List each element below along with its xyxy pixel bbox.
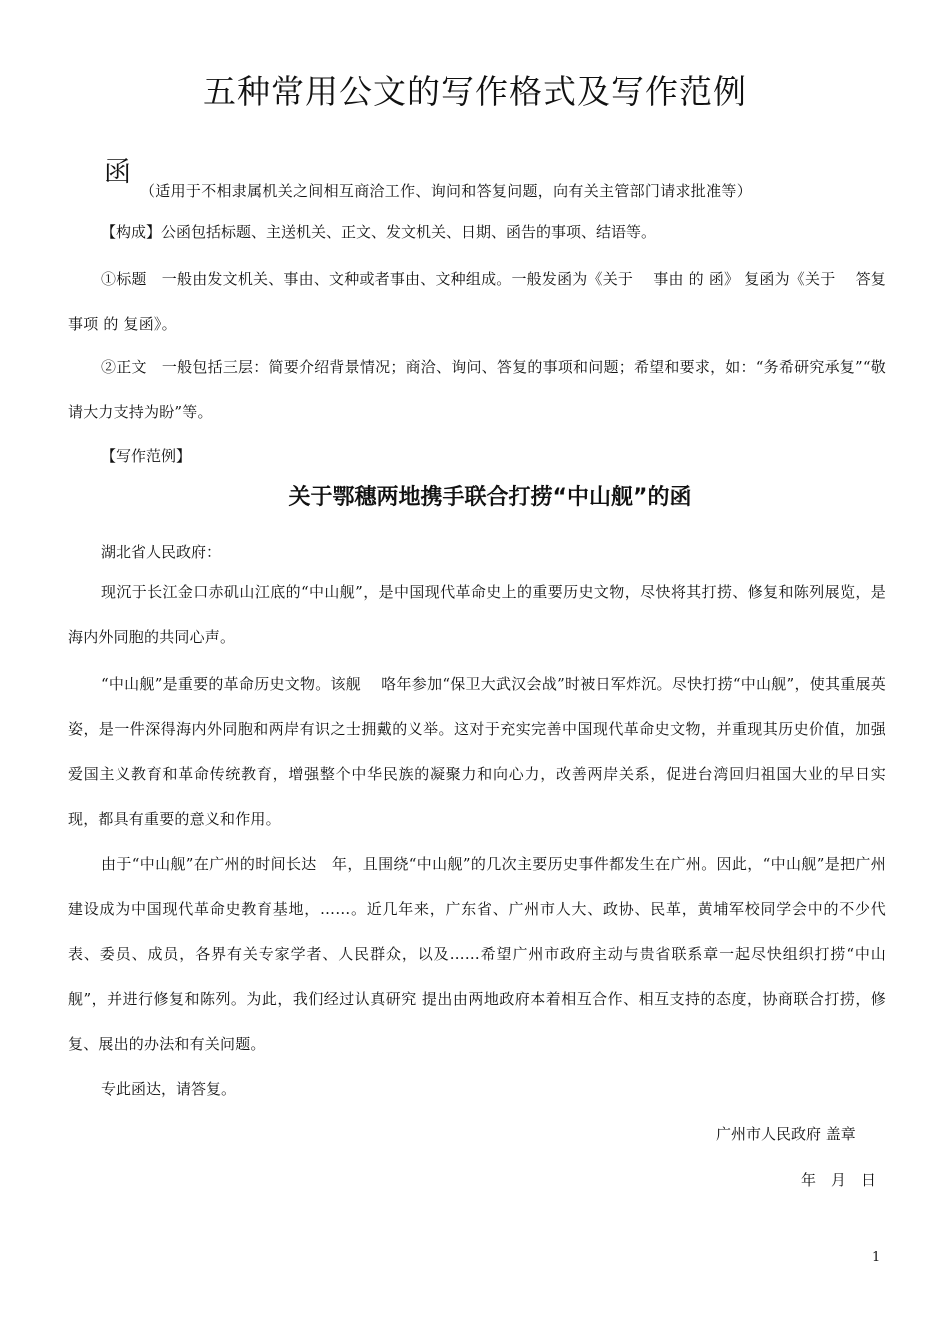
example-label: 【写作范例】 <box>101 447 192 465</box>
body-rule-paragraph: ②正文 一般包括三层：简要介绍背景情况；商洽、询问、答复的事项和问题；希望和要求，如：“务希研究承复”“敬请大力支持为盼”等。 <box>68 358 886 421</box>
letter-paragraph-2: “中山舰”是重要的革命历史文物。该舰 咯年参加“保卫大武汉会战”时被日军炸沉。尽快打捞“中山舰”，使其重展英姿，是一件深得海内外同胞和两岸有识之士拥戴的义举。这对于充实完善中国现代革命史文物，并重现其历史价值，加强爱国主义教育和革命传统教育，增强整个中华民族的凝聚力和向心力，改善两岸关系，促进台湾回归祖国大业的早日实现，都具有重要的意义和作用。 <box>68 675 886 828</box>
document-title: 五种常用公文的写作格式及写作范例 <box>203 72 747 111</box>
letter-signature: 广州市人民政府 盖章 <box>716 1125 856 1143</box>
letter-paragraph-3: 由于“中山舰”在广州的时间长达 年，且围绕“中山舰”的几次主要历史事件都发生在广州。因此，“中山舰”是把广州建设成为中国现代革命史教育基地，……。近几年来，广东省、广州市人大、政协、民革，黄埔军校同学会中的不少代表、委员、成员，各界有关专家学者、人民群众，以及……希望广州市政府主动与贵省联系章一起尽快组织打捞“中山舰”，并进行修复和陈列。为此，我们经过认真研究 提出由两地政府本着相互合作、相互支持的态度，协商联合打捞，修复、展出的办法和有关问题。 <box>68 855 886 1053</box>
letter-title: 关于鄂穗两地携手联合打捞“中山舰”的函 <box>288 485 692 510</box>
title-rule-paragraph: ①标题 一般由发文机关、事由、文种或者事由、文种组成。一般发函为《关于 事由 的 函》 复函为《关于 答复事项 的 复函》。 <box>68 270 886 333</box>
section-title: 函 <box>104 157 131 188</box>
section-note: （适用于不相隶属机关之间相互商洽工作、询问和答复问题，向有关主管部门请求批准等） <box>140 182 753 200</box>
letter-closing: 专此函达，请答复。 <box>101 1080 237 1098</box>
letter-recipient: 湖北省人民政府： <box>101 543 222 561</box>
page-number: 1 <box>872 1250 881 1265</box>
letter-paragraph-1: 现沉于长江金口赤矶山江底的“中山舰”，是中国现代革命史上的重要历史文物，尽快将其打捞、修复和陈列展览，是海内外同胞的共同心声。 <box>68 583 886 646</box>
composition-paragraph: 【构成】公函包括标题、主送机关、正文、发文机关、日期、函告的事项、结语等。 <box>101 223 657 241</box>
letter-date: 年 月 日 <box>801 1171 877 1189</box>
